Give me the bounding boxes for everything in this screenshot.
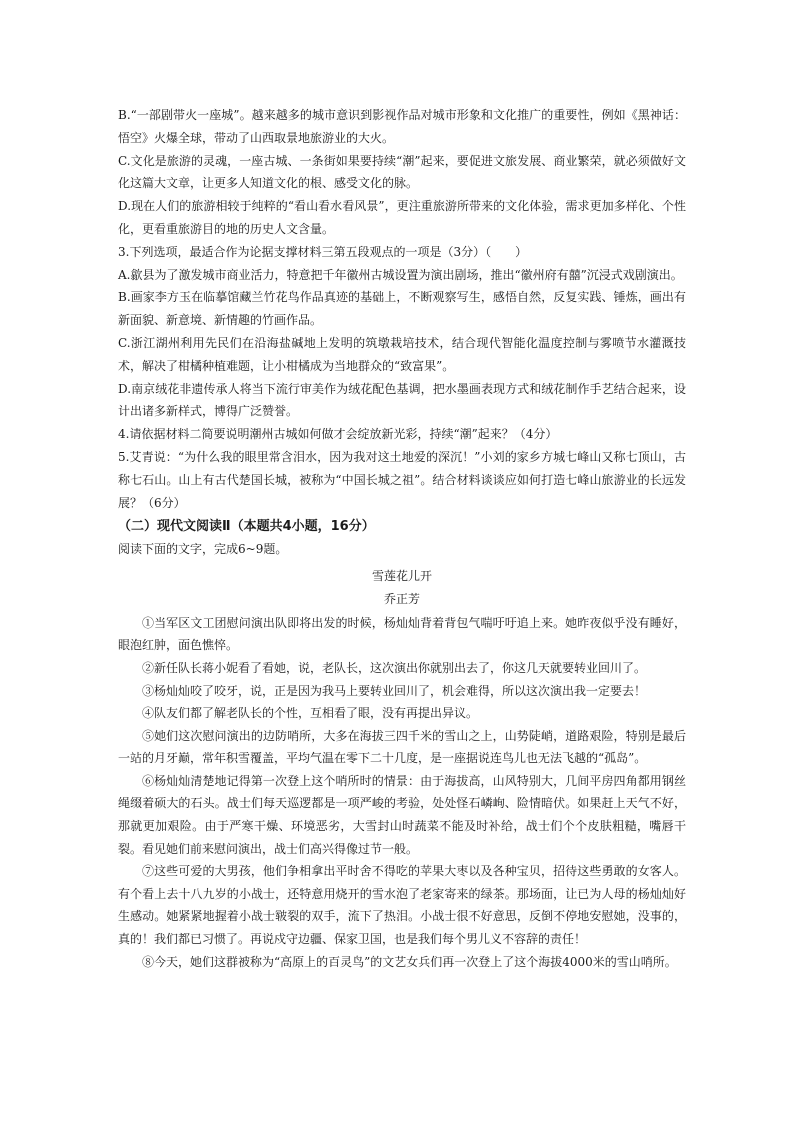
option-d-text: D.现在人们的旅游相较于纯粹的“看山看水看风景”，更注重旅游所带来的文化体验，需求更加多样化、个性化，更看重旅游目的地的历史人文含量。	[118, 199, 686, 236]
story-paragraph: ①当军区文工团慰问演出队即将出发的时候，杨灿灿背着背包气喘吁吁追上来。她昨夜似乎没有睡好，眼泡红肿，面色憔悴。	[118, 615, 686, 653]
question-3-option-a: A.歙县为了激发城市商业活力，特意把千年徽州古城设置为演出剧场，推出“徽州府有囍”沉浸式戏剧演出。	[118, 267, 683, 282]
story-paragraph: ③杨灿灿咬了咬牙，说，正是因为我马上要转业回川了，机会难得，所以这次演出我一定要去！	[142, 683, 647, 698]
question-5: 5.艾青说：“为什么我的眼里常含泪水，因为我对这土地爱的深沉！”小刘的家乡方城七峰山又称七顶山，古称七石山。山上有古代楚国长城，被称为“中国长城之祖”。结合材料谈谈应如何打造七峰山旅游业的长远发展？（6分）	[118, 449, 686, 510]
question-3-option-d: D.南京绒花非遗传承人将当下流行审美作为绒花配色基调，把水墨画表现方式和绒花制作手艺结合起来，设计出诸多新样式，博得广泛赞誉。	[118, 381, 686, 419]
question-3-option-c: C.浙江湖州利用先民们在沿海盐碱地上发明的筑墩栽培技术，结合现代智能化温度控制与雾喷节水灌溉技术，解决了柑橘种植难题，让小柑橘成为当地群众的“致富果”。	[118, 335, 686, 373]
story-paragraph: ⑤她们这次慰问演出的边防哨所，大多在海拔三四千米的雪山之上，山势陡峭，道路艰险，特别是最后一站的月牙巅，常年积雪覆盖，平均气温在零下二十几度，是一座据说连鸟儿也无法飞越的“孤岛”。	[118, 728, 686, 766]
story-paragraph: ⑥杨灿灿清楚地记得第一次登上这个哨所时的情景：由于海拔高，山风特别大，几间平房四角都用钢丝绳缀着硕大的石头。战士们每天巡逻都是一项严峻的考验，处处怪石嶙峋、险情暗伏。如果赶上天气不好，那就更加艰险。由于严寒干燥、环境恶劣，大雪封山时蔬菜不能及时补给，战士们个个皮肤粗糙，嘴唇干裂。看见她们前来慰问演出，战士们高兴得像过节一般。	[118, 773, 686, 856]
story-paragraph: ⑦这些可爱的大男孩，他们争相拿出平时舍不得吃的苹果大枣以及各种宝贝，招待这些勇敢的女客人。有个看上去十八九岁的小战士，还特意用烧开的雪水泡了老家寄来的绿茶。那场面，让已为人母的杨灿灿好生感动。她紧紧地握着小战士皲裂的双手，流下了热泪。小战士很不好意思，反倒不停地安慰她，没事的，真的！我们都已习惯了。再说戍守边疆、保家卫国，也是我们每个男儿义不容辞的责任！	[118, 864, 686, 947]
question-4: 4.请依据材料二简要说明潮州古城如何做才会绽放新光彩，持续“潮”起来？（4分）	[118, 427, 558, 442]
story-paragraph: ⑧今天，她们这群被称为“高原上的百灵鸟”的文艺女兵们再一次登上了这个海拔4000米的雪山哨所。	[142, 954, 677, 969]
section-heading: （二）现代文阅读Ⅱ（本题共4小题，16分）	[118, 519, 375, 535]
section-instruction: 阅读下面的文字，完成6~9题。	[118, 542, 288, 557]
story-paragraph: ②新任队长蒋小妮看了看她，说，老队长，这次演出你就别出去了，你这几天就要转业回川了。	[142, 660, 647, 675]
exam-page	[118, 104, 686, 973]
story-body	[118, 612, 686, 974]
option-b-text: B.“一部剧带火一座城”。越来越多的城市意识到影视作品对城市形象和文化推广的重要性，例如《黑神话：悟空》火爆全球，带动了山西取景地旅游业的大火。	[118, 108, 686, 145]
story-paragraph: ④队友们都了解老队长的个性，互相看了眼，没有再提出异议。	[142, 706, 479, 721]
question-3-option-b: B.画家李方玉在临摹馆藏兰竹花鸟作品真迹的基础上，不断观察写生，感悟自然，反复实践、锤炼，画出有新面貌、新意境、新情趣的竹画作品。	[118, 290, 686, 328]
story-author: 乔正芳	[383, 591, 420, 606]
story-title: 雪莲花儿开	[371, 569, 432, 584]
option-c-text: C.文化是旅游的灵魂，一座古城、一条街如果要持续“潮”起来，要促进文旅发展、商业繁荣，就必须做好文化这篇大文章，让更多人知道文化的根、感受文化的脉。	[118, 153, 686, 191]
question-3-stem: 3.下列选项，最适合作为论据支撑材料三第五段观点的一项是（3分）（ ）	[118, 244, 528, 259]
